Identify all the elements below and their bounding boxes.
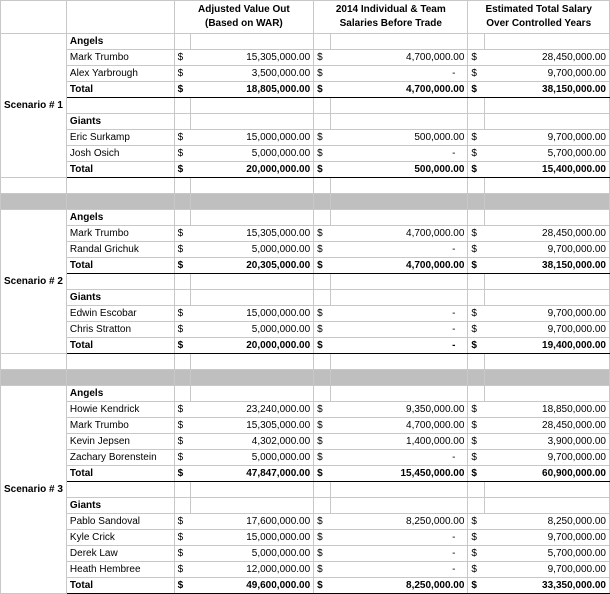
value-cell[interactable]: 20,000,000.00 <box>190 338 313 354</box>
currency-cell[interactable]: $ <box>468 322 484 338</box>
empty-cell[interactable] <box>468 354 484 370</box>
table-row <box>1 562 610 578</box>
empty-cell[interactable] <box>484 178 609 194</box>
table-row <box>1 226 610 242</box>
value-cell[interactable]: - <box>330 562 468 578</box>
team-name[interactable]: Giants <box>66 290 174 306</box>
table-row <box>1 514 610 530</box>
value-cell[interactable]: 4,700,000.00 <box>330 258 468 274</box>
player-name[interactable]: Mark Trumbo <box>66 418 174 434</box>
value-cell[interactable]: 5,000,000.00 <box>190 450 313 466</box>
value-cell[interactable]: 1,400,000.00 <box>330 434 468 450</box>
value-cell[interactable]: 9,700,000.00 <box>484 530 609 546</box>
currency-cell[interactable]: $ <box>174 418 190 434</box>
currency-cell[interactable]: $ <box>468 242 484 258</box>
player-name[interactable]: Pablo Sandoval <box>66 514 174 530</box>
team-row <box>1 34 610 50</box>
empty-cell[interactable] <box>174 354 190 370</box>
value-cell[interactable]: 15,305,000.00 <box>190 226 313 242</box>
empty-cell[interactable] <box>468 34 484 50</box>
value-cell[interactable]: 8,250,000.00 <box>330 578 468 594</box>
empty-cell[interactable] <box>190 386 313 402</box>
empty-cell[interactable] <box>330 274 468 290</box>
currency-cell[interactable]: $ <box>314 402 330 418</box>
player-name[interactable]: Edwin Escobar <box>66 306 174 322</box>
currency-cell[interactable]: $ <box>468 514 484 530</box>
value-cell[interactable]: 17,600,000.00 <box>190 514 313 530</box>
total-row <box>1 466 610 482</box>
currency-cell[interactable]: $ <box>174 226 190 242</box>
value-cell[interactable]: 4,700,000.00 <box>330 50 468 66</box>
empty-cell[interactable] <box>190 274 313 290</box>
empty-cell[interactable] <box>174 114 190 130</box>
currency-cell[interactable]: $ <box>174 50 190 66</box>
currency-cell[interactable]: $ <box>174 82 190 98</box>
currency-cell[interactable]: $ <box>314 322 330 338</box>
currency-cell[interactable]: $ <box>314 258 330 274</box>
team-row <box>1 114 610 130</box>
currency-cell[interactable]: $ <box>314 434 330 450</box>
currency-cell[interactable]: $ <box>314 146 330 162</box>
value-cell[interactable]: 5,000,000.00 <box>190 146 313 162</box>
currency-cell[interactable]: $ <box>468 50 484 66</box>
separator-cell <box>468 194 484 210</box>
separator-cell <box>174 370 190 386</box>
value-cell[interactable]: 9,700,000.00 <box>484 322 609 338</box>
value-cell[interactable]: 4,700,000.00 <box>330 418 468 434</box>
empty-cell[interactable] <box>314 98 330 114</box>
table-row <box>1 322 610 338</box>
empty-cell[interactable] <box>484 386 609 402</box>
empty-cell[interactable] <box>174 210 190 226</box>
currency-cell[interactable]: $ <box>468 338 484 354</box>
value-cell[interactable]: 15,400,000.00 <box>484 162 609 178</box>
player-name[interactable]: Alex Yarbrough <box>66 66 174 82</box>
header-adjusted-value[interactable]: Adjusted Value Out (Based on WAR) <box>174 1 314 34</box>
currency-cell[interactable]: $ <box>314 50 330 66</box>
player-name[interactable]: Zachary Borenstein <box>66 450 174 466</box>
value-cell[interactable]: 5,000,000.00 <box>190 546 313 562</box>
value-cell[interactable]: 9,700,000.00 <box>484 562 609 578</box>
team-name[interactable]: Giants <box>66 498 174 514</box>
table-row <box>1 306 610 322</box>
currency-cell[interactable]: $ <box>174 466 190 482</box>
player-name[interactable]: Howie Kendrick <box>66 402 174 418</box>
team-name[interactable]: Giants <box>66 114 174 130</box>
header-2014-salaries[interactable]: 2014 Individual & Team Salaries Before Trade <box>314 1 468 34</box>
empty-cell[interactable] <box>330 290 468 306</box>
currency-cell[interactable]: $ <box>468 450 484 466</box>
value-cell[interactable]: 28,450,000.00 <box>484 418 609 434</box>
player-name[interactable]: Randal Grichuk <box>66 242 174 258</box>
value-cell[interactable]: - <box>330 450 468 466</box>
value-cell[interactable]: 20,305,000.00 <box>190 258 313 274</box>
empty-cell[interactable] <box>174 34 190 50</box>
value-cell[interactable]: 9,700,000.00 <box>484 450 609 466</box>
value-cell[interactable]: 28,450,000.00 <box>484 226 609 242</box>
value-cell[interactable]: 23,240,000.00 <box>190 402 313 418</box>
separator-cell <box>468 370 484 386</box>
scenario-label[interactable]: Scenario # 2 <box>1 210 67 354</box>
currency-cell[interactable]: $ <box>174 242 190 258</box>
separator-cell <box>190 194 313 210</box>
currency-cell[interactable]: $ <box>174 450 190 466</box>
value-cell[interactable]: 15,000,000.00 <box>190 130 313 146</box>
empty-cell[interactable] <box>484 290 609 306</box>
currency-cell[interactable]: $ <box>468 578 484 594</box>
currency-cell[interactable]: $ <box>468 546 484 562</box>
empty-cell[interactable] <box>468 498 484 514</box>
currency-cell[interactable]: $ <box>174 130 190 146</box>
currency-cell[interactable]: $ <box>314 82 330 98</box>
table-row <box>1 434 610 450</box>
empty-cell[interactable] <box>468 290 484 306</box>
spacer-row <box>1 98 610 114</box>
empty-cell[interactable] <box>66 482 174 498</box>
currency-cell[interactable]: $ <box>468 562 484 578</box>
empty-cell[interactable] <box>174 290 190 306</box>
scenario-label[interactable]: Scenario # 3 <box>1 386 67 594</box>
total-label[interactable]: Total <box>66 578 174 594</box>
currency-cell[interactable]: $ <box>174 258 190 274</box>
total-label[interactable]: Total <box>66 162 174 178</box>
empty-cell[interactable] <box>330 178 468 194</box>
value-cell[interactable]: - <box>330 322 468 338</box>
empty-cell[interactable] <box>330 498 468 514</box>
separator-cell <box>1 194 67 210</box>
separator-cell <box>1 370 67 386</box>
scenario-label[interactable]: Scenario # 1 <box>1 34 67 178</box>
value-cell[interactable]: 3,900,000.00 <box>484 434 609 450</box>
separator-cell <box>174 194 190 210</box>
header-blank-name[interactable] <box>66 1 174 34</box>
empty-cell[interactable] <box>314 482 330 498</box>
empty-cell[interactable] <box>190 498 313 514</box>
empty-cell[interactable] <box>314 354 330 370</box>
empty-cell[interactable] <box>314 210 330 226</box>
value-cell[interactable]: 12,000,000.00 <box>190 562 313 578</box>
empty-cell[interactable] <box>484 498 609 514</box>
currency-cell[interactable]: $ <box>468 82 484 98</box>
player-name[interactable]: Josh Osich <box>66 146 174 162</box>
value-cell[interactable]: 15,000,000.00 <box>190 306 313 322</box>
value-cell[interactable]: 49,600,000.00 <box>190 578 313 594</box>
currency-cell[interactable]: $ <box>314 514 330 530</box>
value-cell[interactable]: - <box>330 530 468 546</box>
empty-cell[interactable] <box>174 274 190 290</box>
value-cell[interactable]: 8,250,000.00 <box>330 514 468 530</box>
separator-cell <box>484 194 609 210</box>
currency-cell[interactable]: $ <box>468 66 484 82</box>
currency-cell[interactable]: $ <box>314 162 330 178</box>
empty-cell[interactable] <box>330 98 468 114</box>
currency-cell[interactable]: $ <box>468 258 484 274</box>
empty-cell[interactable] <box>314 178 330 194</box>
spacer-row <box>1 274 610 290</box>
player-name[interactable]: Mark Trumbo <box>66 226 174 242</box>
currency-cell[interactable]: $ <box>174 322 190 338</box>
separator-cell <box>314 194 330 210</box>
empty-cell[interactable] <box>468 210 484 226</box>
total-label[interactable]: Total <box>66 338 174 354</box>
empty-cell[interactable] <box>1 178 67 194</box>
empty-cell[interactable] <box>190 98 313 114</box>
currency-cell[interactable]: $ <box>468 466 484 482</box>
empty-cell[interactable] <box>190 482 313 498</box>
table-row <box>1 450 610 466</box>
currency-cell[interactable]: $ <box>174 578 190 594</box>
player-name[interactable]: Mark Trumbo <box>66 50 174 66</box>
value-cell[interactable]: 5,700,000.00 <box>484 546 609 562</box>
value-cell[interactable]: 19,400,000.00 <box>484 338 609 354</box>
team-name[interactable]: Angels <box>66 386 174 402</box>
value-cell[interactable]: 9,350,000.00 <box>330 402 468 418</box>
team-row <box>1 290 610 306</box>
player-name[interactable]: Kevin Jepsen <box>66 434 174 450</box>
empty-cell[interactable] <box>484 34 609 50</box>
currency-cell[interactable]: $ <box>174 338 190 354</box>
separator-cell <box>66 194 174 210</box>
empty-cell[interactable] <box>468 178 484 194</box>
value-cell[interactable]: - <box>330 66 468 82</box>
separator-row <box>1 370 610 386</box>
empty-cell[interactable] <box>330 386 468 402</box>
value-cell[interactable]: 3,500,000.00 <box>190 66 313 82</box>
empty-cell[interactable] <box>468 114 484 130</box>
value-cell[interactable]: - <box>330 338 468 354</box>
currency-cell[interactable]: $ <box>314 226 330 242</box>
separator-cell <box>66 370 174 386</box>
currency-cell[interactable]: $ <box>174 562 190 578</box>
empty-cell[interactable] <box>314 290 330 306</box>
empty-cell[interactable] <box>66 98 174 114</box>
value-cell[interactable]: 500,000.00 <box>330 162 468 178</box>
currency-cell[interactable]: $ <box>468 162 484 178</box>
separator-cell <box>330 370 468 386</box>
team-name[interactable]: Angels <box>66 34 174 50</box>
value-cell[interactable]: 33,350,000.00 <box>484 578 609 594</box>
empty-cell[interactable] <box>330 34 468 50</box>
currency-cell[interactable]: $ <box>314 546 330 562</box>
separator-cell <box>190 370 313 386</box>
total-row <box>1 258 610 274</box>
empty-cell[interactable] <box>66 354 174 370</box>
currency-cell[interactable]: $ <box>468 306 484 322</box>
header-blank-scenario[interactable] <box>1 1 67 34</box>
header-row <box>1 1 610 34</box>
empty-cell[interactable] <box>468 98 484 114</box>
currency-cell[interactable]: $ <box>468 130 484 146</box>
value-cell[interactable]: 5,000,000.00 <box>190 322 313 338</box>
currency-cell[interactable]: $ <box>468 434 484 450</box>
empty-cell[interactable] <box>330 354 468 370</box>
empty-cell[interactable] <box>314 498 330 514</box>
empty-cell[interactable] <box>330 482 468 498</box>
total-row <box>1 162 610 178</box>
empty-cell[interactable] <box>314 386 330 402</box>
blank-row <box>1 354 610 370</box>
total-label[interactable]: Total <box>66 466 174 482</box>
empty-cell[interactable] <box>174 178 190 194</box>
currency-cell[interactable]: $ <box>314 418 330 434</box>
value-cell[interactable]: 47,847,000.00 <box>190 466 313 482</box>
player-name[interactable]: Kyle Crick <box>66 530 174 546</box>
separator-cell <box>484 370 609 386</box>
value-cell[interactable]: 20,000,000.00 <box>190 162 313 178</box>
currency-cell[interactable]: $ <box>174 402 190 418</box>
currency-cell[interactable]: $ <box>314 450 330 466</box>
value-cell[interactable]: - <box>330 306 468 322</box>
empty-cell[interactable] <box>468 274 484 290</box>
value-cell[interactable]: 500,000.00 <box>330 130 468 146</box>
value-cell[interactable]: 18,850,000.00 <box>484 402 609 418</box>
empty-cell[interactable] <box>190 34 313 50</box>
separator-cell <box>314 370 330 386</box>
empty-cell[interactable] <box>484 482 609 498</box>
total-label[interactable]: Total <box>66 258 174 274</box>
table-row <box>1 546 610 562</box>
empty-cell[interactable] <box>314 34 330 50</box>
value-cell[interactable]: 9,700,000.00 <box>484 242 609 258</box>
table-row <box>1 242 610 258</box>
empty-cell[interactable] <box>174 482 190 498</box>
value-cell[interactable]: 9,700,000.00 <box>484 130 609 146</box>
currency-cell[interactable]: $ <box>468 418 484 434</box>
empty-cell[interactable] <box>484 354 609 370</box>
value-cell[interactable]: 15,000,000.00 <box>190 530 313 546</box>
currency-cell[interactable]: $ <box>174 146 190 162</box>
player-name[interactable]: Chris Stratton <box>66 322 174 338</box>
currency-cell[interactable]: $ <box>174 530 190 546</box>
empty-cell[interactable] <box>190 114 313 130</box>
value-cell[interactable]: - <box>330 242 468 258</box>
value-cell[interactable]: 38,150,000.00 <box>484 82 609 98</box>
value-cell[interactable]: - <box>330 546 468 562</box>
currency-cell[interactable]: $ <box>468 402 484 418</box>
currency-cell[interactable]: $ <box>174 162 190 178</box>
currency-cell[interactable]: $ <box>174 514 190 530</box>
team-row <box>1 386 610 402</box>
value-cell[interactable]: 5,000,000.00 <box>190 242 313 258</box>
currency-cell[interactable]: $ <box>314 562 330 578</box>
value-cell[interactable]: - <box>330 146 468 162</box>
value-cell[interactable]: 4,700,000.00 <box>330 82 468 98</box>
empty-cell[interactable] <box>190 290 313 306</box>
table-row <box>1 146 610 162</box>
currency-cell[interactable]: $ <box>314 530 330 546</box>
player-name[interactable]: Heath Hembree <box>66 562 174 578</box>
table-row <box>1 418 610 434</box>
empty-cell[interactable] <box>484 114 609 130</box>
empty-cell[interactable] <box>190 210 313 226</box>
empty-cell[interactable] <box>484 274 609 290</box>
total-row <box>1 338 610 354</box>
value-cell[interactable]: 9,700,000.00 <box>484 306 609 322</box>
currency-cell[interactable]: $ <box>468 146 484 162</box>
empty-cell[interactable] <box>468 482 484 498</box>
total-row <box>1 578 610 594</box>
empty-cell[interactable] <box>330 114 468 130</box>
table-body <box>1 34 610 594</box>
empty-cell[interactable] <box>174 498 190 514</box>
value-cell[interactable]: 5,700,000.00 <box>484 146 609 162</box>
currency-cell[interactable]: $ <box>314 578 330 594</box>
total-label[interactable]: Total <box>66 82 174 98</box>
currency-cell[interactable]: $ <box>314 66 330 82</box>
header-estimated-total[interactable]: Estimated Total Salary Over Controlled Years <box>468 1 610 34</box>
value-cell[interactable]: 8,250,000.00 <box>484 514 609 530</box>
blank-row <box>1 178 610 194</box>
value-cell[interactable]: 9,700,000.00 <box>484 66 609 82</box>
team-row <box>1 210 610 226</box>
team-name[interactable]: Angels <box>66 210 174 226</box>
table-row <box>1 530 610 546</box>
value-cell[interactable]: 4,302,000.00 <box>190 434 313 450</box>
total-row <box>1 82 610 98</box>
currency-cell[interactable]: $ <box>468 226 484 242</box>
currency-cell[interactable]: $ <box>174 546 190 562</box>
empty-cell[interactable] <box>484 98 609 114</box>
value-cell[interactable]: 15,305,000.00 <box>190 50 313 66</box>
player-name[interactable]: Derek Law <box>66 546 174 562</box>
value-cell[interactable]: 18,805,000.00 <box>190 82 313 98</box>
empty-cell[interactable] <box>66 178 174 194</box>
empty-cell[interactable] <box>190 354 313 370</box>
table-row <box>1 66 610 82</box>
empty-cell[interactable] <box>330 210 468 226</box>
currency-cell[interactable]: $ <box>314 466 330 482</box>
empty-cell[interactable] <box>190 178 313 194</box>
currency-cell[interactable]: $ <box>314 306 330 322</box>
team-row <box>1 498 610 514</box>
currency-cell[interactable]: $ <box>468 530 484 546</box>
currency-cell[interactable]: $ <box>314 242 330 258</box>
value-cell[interactable]: 60,900,000.00 <box>484 466 609 482</box>
empty-cell[interactable] <box>174 98 190 114</box>
value-cell[interactable]: 15,450,000.00 <box>330 466 468 482</box>
empty-cell[interactable] <box>484 210 609 226</box>
empty-cell[interactable] <box>66 274 174 290</box>
empty-cell[interactable] <box>314 274 330 290</box>
currency-cell[interactable]: $ <box>174 306 190 322</box>
value-cell[interactable]: 38,150,000.00 <box>484 258 609 274</box>
currency-cell[interactable]: $ <box>314 130 330 146</box>
player-name[interactable]: Eric Surkamp <box>66 130 174 146</box>
empty-cell[interactable] <box>314 114 330 130</box>
empty-cell[interactable] <box>468 386 484 402</box>
spacer-row <box>1 482 610 498</box>
value-cell[interactable]: 28,450,000.00 <box>484 50 609 66</box>
table-row <box>1 402 610 418</box>
empty-cell[interactable] <box>174 386 190 402</box>
separator-row <box>1 194 610 210</box>
value-cell[interactable]: 4,700,000.00 <box>330 226 468 242</box>
currency-cell[interactable]: $ <box>314 338 330 354</box>
currency-cell[interactable]: $ <box>174 66 190 82</box>
separator-cell <box>330 194 468 210</box>
empty-cell[interactable] <box>1 354 67 370</box>
currency-cell[interactable]: $ <box>174 434 190 450</box>
table-row <box>1 50 610 66</box>
table-row <box>1 130 610 146</box>
value-cell[interactable]: 15,305,000.00 <box>190 418 313 434</box>
